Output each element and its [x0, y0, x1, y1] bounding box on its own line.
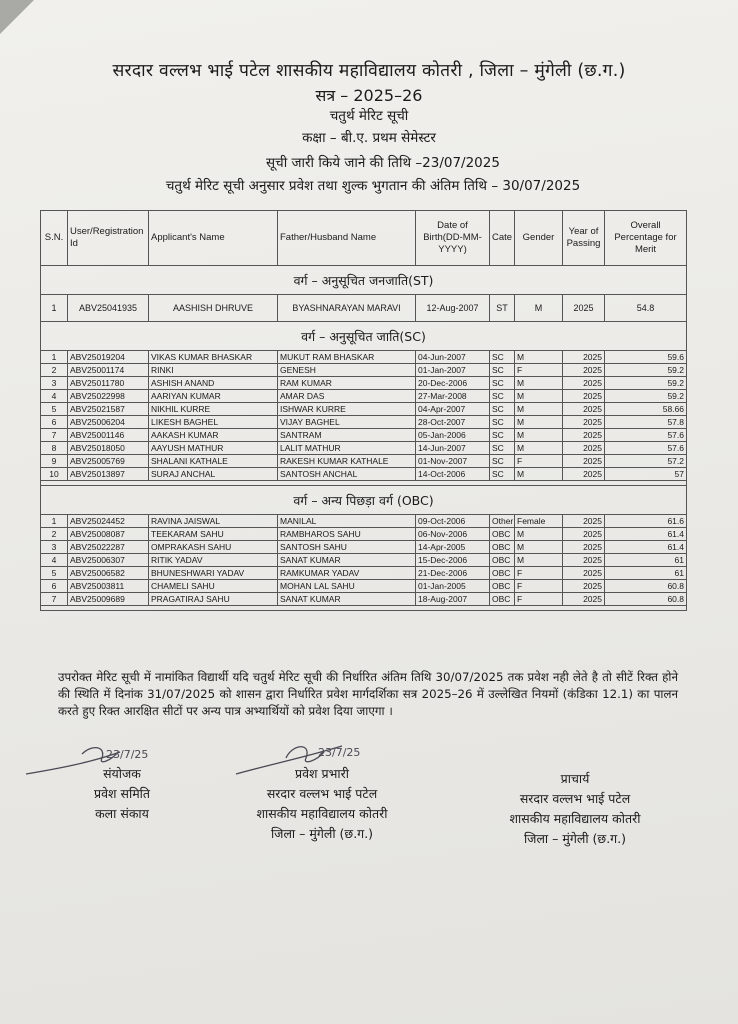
cell-applicant-name: AAYUSH MATHUR [149, 442, 278, 455]
principal-block [470, 769, 680, 849]
cell-category: OBC [490, 554, 515, 567]
cell-applicant-name: BHUNESHWARI YADAV [149, 567, 278, 580]
cell-dob: 06-Nov-2006 [416, 528, 490, 541]
cell-dob: 14-Apr-2005 [416, 541, 490, 554]
table-row [41, 351, 687, 364]
cell-gender: M [515, 429, 563, 442]
cell-percentage: 59.2 [605, 377, 687, 390]
cell-father-name: MANILAL [278, 515, 416, 528]
col-header-father-name: Father/Husband Name [278, 211, 416, 266]
cell-gender: M [515, 390, 563, 403]
cell-gender: Female [515, 515, 563, 528]
last-date: चतुर्थ मेरिट सूची अनुसार प्रवेश तथा शुल्क भुगतान की अंतिम तिथि – 30/07/2025 [165, 178, 581, 194]
table-row [41, 541, 687, 554]
cell-sn: 5 [41, 567, 68, 580]
cell-user-id: ABV25006204 [68, 416, 149, 429]
cell-sn: 8 [41, 442, 68, 455]
col-header-applicant-name: Applicant's Name [149, 211, 278, 266]
cell-gender: M [515, 377, 563, 390]
table-row [41, 390, 687, 403]
col-header-category: Cate [490, 211, 515, 266]
table-body [41, 266, 687, 611]
table-row [41, 416, 687, 429]
cell-user-id: ABV25005769 [68, 455, 149, 468]
cell-sn: 1 [41, 351, 68, 364]
incharge-line-4: जिला – मुंगेली (छ.ग.) [270, 826, 374, 841]
cell-gender: M [515, 295, 563, 322]
cell-percentage: 61.6 [605, 515, 687, 528]
cell-gender: M [515, 403, 563, 416]
list-title: चतुर्थ मेरिट सूची [329, 108, 409, 124]
cell-sn: 2 [41, 528, 68, 541]
category-group-row [41, 266, 687, 295]
cell-user-id: ABV25022287 [68, 541, 149, 554]
group-spacer-cell [41, 606, 687, 611]
convener-line-3: कला संकाय [95, 806, 149, 821]
cell-applicant-name: TEEKARAM SAHU [149, 528, 278, 541]
principal-line-3: शासकीय महाविद्यालय कोतरी [509, 811, 641, 826]
cell-user-id: ABV25003811 [68, 580, 149, 593]
cell-category: OBC [490, 528, 515, 541]
cell-sn: 4 [41, 390, 68, 403]
cell-category: SC [490, 390, 515, 403]
cell-father-name: RAM KUMAR [278, 377, 416, 390]
cell-father-name: SANAT KUMAR [278, 554, 416, 567]
cell-percentage: 54.8 [605, 295, 687, 322]
cell-sn: 6 [41, 580, 68, 593]
cell-percentage: 58.66 [605, 403, 687, 416]
table-row [41, 442, 687, 455]
cell-year-passing: 2025 [563, 541, 605, 554]
cell-year-passing: 2025 [563, 580, 605, 593]
cell-year-passing: 2025 [563, 567, 605, 580]
cell-dob: 28-Oct-2007 [416, 416, 490, 429]
cell-category: OBC [490, 580, 515, 593]
cell-percentage: 57.8 [605, 416, 687, 429]
cell-year-passing: 2025 [563, 442, 605, 455]
cell-user-id: ABV25019204 [68, 351, 149, 364]
notice-paragraph: उपरोक्त मेरिट सूची में नामांकित विद्यार्थी यदि चतुर्थ मेरिट सूची की निर्धारित अंतिम तिथि 30/07/2025 तक प्रवेश नही लेते है तो सीटें रिक्त होने की स्थिति में दिनांक 31/07/2025 को शासन द्वारा निर्धारित प्रवेश मार्गदर्शिका सत्र 2025–26 में उल्लेखित नियमों (कंडिका 12.1) का पालन करते हुए रिक्त आरक्षित सीटों पर अन्य पात्र अभ्यार्थियों को प्रवेश दिया जाएगा । [58, 670, 678, 718]
cell-user-id: ABV25018050 [68, 442, 149, 455]
cell-user-id: ABV25041935 [68, 295, 149, 322]
cell-applicant-name: RAVINA JAISWAL [149, 515, 278, 528]
cell-percentage: 57.2 [605, 455, 687, 468]
cell-percentage: 57 [605, 468, 687, 481]
category-group-row [41, 322, 687, 351]
cell-sn: 9 [41, 455, 68, 468]
convener-line-1: संयोजक [103, 766, 141, 781]
category-group-row [41, 486, 687, 515]
table-row [41, 455, 687, 468]
cell-year-passing: 2025 [563, 429, 605, 442]
cell-dob: 01-Nov-2007 [416, 455, 490, 468]
cell-dob: 27-Mar-2008 [416, 390, 490, 403]
category-group-title: वर्ग – अनुसूचित जनजाति(ST) [41, 266, 687, 295]
cell-applicant-name: AASHISH DHRUVE [149, 295, 278, 322]
col-header-percentage: Overall Percentage for Merit [605, 211, 687, 266]
cell-dob: 20-Dec-2006 [416, 377, 490, 390]
col-header-user-id: User/Registration Id [68, 211, 149, 266]
cell-user-id: ABV25009689 [68, 593, 149, 606]
cell-user-id: ABV25011780 [68, 377, 149, 390]
col-header-sn: S.N. [41, 211, 68, 266]
cell-year-passing: 2025 [563, 295, 605, 322]
cell-father-name: AMAR DAS [278, 390, 416, 403]
cell-applicant-name: SHALANI KATHALE [149, 455, 278, 468]
incharge-line-3: शासकीय महाविद्यालय कोतरी [256, 806, 388, 821]
cell-sn: 10 [41, 468, 68, 481]
cell-category: ST [490, 295, 515, 322]
cell-user-id: ABV25001146 [68, 429, 149, 442]
cell-dob: 01-Jan-2007 [416, 364, 490, 377]
table-row [41, 528, 687, 541]
cell-applicant-name: LIKESH BAGHEL [149, 416, 278, 429]
cell-applicant-name: ASHISH ANAND [149, 377, 278, 390]
cell-gender: F [515, 580, 563, 593]
table-row [41, 554, 687, 567]
cell-dob: 18-Aug-2007 [416, 593, 490, 606]
cell-dob: 04-Apr-2007 [416, 403, 490, 416]
issue-date: सूची जारी किये जाने की तिथि –23/07/2025 [266, 155, 500, 171]
cell-dob: 09-Oct-2006 [416, 515, 490, 528]
cell-gender: M [515, 541, 563, 554]
cell-applicant-name: VIKAS KUMAR BHASKAR [149, 351, 278, 364]
table-row [41, 403, 687, 416]
cell-percentage: 60.8 [605, 580, 687, 593]
incharge-signature-date: 23/7/25 [318, 746, 361, 759]
cell-gender: M [515, 442, 563, 455]
incharge-line-1: प्रवेश प्रभारी [294, 766, 350, 781]
cell-father-name: MOHAN LAL SAHU [278, 580, 416, 593]
cell-year-passing: 2025 [563, 455, 605, 468]
cell-percentage: 61 [605, 567, 687, 580]
cell-father-name: MUKUT RAM BHASKAR [278, 351, 416, 364]
cell-percentage: 59.2 [605, 364, 687, 377]
cell-user-id: ABV25021587 [68, 403, 149, 416]
cell-father-name: SANAT KUMAR [278, 593, 416, 606]
cell-category: Other [490, 515, 515, 528]
table-row [41, 468, 687, 481]
cell-applicant-name: AAKASH KUMAR [149, 429, 278, 442]
cell-father-name: RAMKUMAR YADAV [278, 567, 416, 580]
cell-dob: 05-Jan-2006 [416, 429, 490, 442]
cell-sn: 4 [41, 554, 68, 567]
table-row [41, 515, 687, 528]
merit-table [40, 210, 687, 611]
cell-sn: 3 [41, 377, 68, 390]
cell-father-name: SANTOSH ANCHAL [278, 468, 416, 481]
cell-gender: F [515, 567, 563, 580]
cell-year-passing: 2025 [563, 351, 605, 364]
cell-father-name: GENESH [278, 364, 416, 377]
cell-sn: 1 [41, 295, 68, 322]
cell-father-name: RAKESH KUMAR KATHALE [278, 455, 416, 468]
convener-line-2: प्रवेश समिति [93, 786, 151, 801]
cell-year-passing: 2025 [563, 364, 605, 377]
incharge-block [222, 764, 422, 844]
cell-category: SC [490, 416, 515, 429]
cell-year-passing: 2025 [563, 468, 605, 481]
cell-applicant-name: AARIYAN KUMAR [149, 390, 278, 403]
cell-applicant-name: NIKHIL KURRE [149, 403, 278, 416]
cell-dob: 12-Aug-2007 [416, 295, 490, 322]
cell-gender: M [515, 351, 563, 364]
cell-dob: 14-Jun-2007 [416, 442, 490, 455]
cell-dob: 04-Jun-2007 [416, 351, 490, 364]
cell-gender: F [515, 364, 563, 377]
cell-applicant-name: CHAMELI SAHU [149, 580, 278, 593]
cell-father-name: LALIT MATHUR [278, 442, 416, 455]
cell-gender: M [515, 554, 563, 567]
cell-percentage: 61.4 [605, 528, 687, 541]
principal-line-2: सरदार वल्लभ भाई पटेल [519, 791, 631, 806]
cell-sn: 5 [41, 403, 68, 416]
cell-year-passing: 2025 [563, 528, 605, 541]
cell-user-id: ABV25006307 [68, 554, 149, 567]
cell-dob: 14-Oct-2006 [416, 468, 490, 481]
cell-percentage: 61.4 [605, 541, 687, 554]
cell-category: OBC [490, 541, 515, 554]
cell-sn: 7 [41, 593, 68, 606]
table-header-row [41, 211, 687, 266]
cell-father-name: VIJAY BAGHEL [278, 416, 416, 429]
cell-sn: 3 [41, 541, 68, 554]
cell-year-passing: 2025 [563, 416, 605, 429]
convener-block [52, 764, 192, 824]
cell-father-name: ISHWAR KURRE [278, 403, 416, 416]
cell-category: SC [490, 429, 515, 442]
cell-year-passing: 2025 [563, 377, 605, 390]
table-row [41, 593, 687, 606]
cell-year-passing: 2025 [563, 554, 605, 567]
group-spacer-row [41, 606, 687, 611]
cell-category: SC [490, 377, 515, 390]
cell-year-passing: 2025 [563, 593, 605, 606]
cell-category: OBC [490, 567, 515, 580]
cell-percentage: 61 [605, 554, 687, 567]
cell-category: SC [490, 468, 515, 481]
cell-user-id: ABV25008087 [68, 528, 149, 541]
table-row [41, 580, 687, 593]
table-row [41, 377, 687, 390]
cell-sn: 7 [41, 429, 68, 442]
page-fold-corner [0, 0, 34, 34]
cell-percentage: 59.6 [605, 351, 687, 364]
cell-category: SC [490, 442, 515, 455]
cell-dob: 21-Dec-2006 [416, 567, 490, 580]
cell-category: OBC [490, 593, 515, 606]
cell-percentage: 57.6 [605, 442, 687, 455]
cell-category: SC [490, 351, 515, 364]
cell-category: SC [490, 364, 515, 377]
cell-father-name: SANTOSH SAHU [278, 541, 416, 554]
cell-gender: F [515, 593, 563, 606]
cell-gender: M [515, 416, 563, 429]
category-group-title: वर्ग – अन्य पिछड़ा वर्ग (OBC) [41, 486, 687, 515]
principal-line-1: प्राचार्य [560, 771, 590, 786]
cell-user-id: ABV25013897 [68, 468, 149, 481]
cell-dob: 01-Jan-2005 [416, 580, 490, 593]
cell-sn: 1 [41, 515, 68, 528]
table-row [41, 295, 687, 322]
col-header-gender: Gender [515, 211, 563, 266]
table-row [41, 429, 687, 442]
cell-user-id: ABV25022998 [68, 390, 149, 403]
principal-line-4: जिला – मुंगेली (छ.ग.) [523, 831, 627, 846]
col-header-year-passing: Year of Passing [563, 211, 605, 266]
cell-applicant-name: OMPRAKASH SAHU [149, 541, 278, 554]
cell-percentage: 60.8 [605, 593, 687, 606]
college-title: सरदार वल्लभ भाई पटेल शासकीय महाविद्यालय कोतरी , जिला – मुंगेली (छ.ग.) [112, 61, 626, 81]
cell-applicant-name: RINKI [149, 364, 278, 377]
convener-signature-date: 23/7/25 [106, 748, 149, 761]
cell-percentage: 59.2 [605, 390, 687, 403]
cell-dob: 15-Dec-2006 [416, 554, 490, 567]
cell-gender: F [515, 455, 563, 468]
cell-father-name: SANTRAM [278, 429, 416, 442]
cell-father-name: BYASHNARAYAN MARAVI [278, 295, 416, 322]
cell-gender: M [515, 468, 563, 481]
cell-father-name: RAMBHAROS SAHU [278, 528, 416, 541]
cell-applicant-name: SURAJ ANCHAL [149, 468, 278, 481]
cell-year-passing: 2025 [563, 515, 605, 528]
category-group-title: वर्ग – अनुसूचित जाति(SC) [41, 322, 687, 351]
session-label: सत्र – 2025–26 [315, 86, 423, 105]
col-header-dob: Date of Birth(DD-MM-YYYY) [416, 211, 490, 266]
cell-gender: M [515, 528, 563, 541]
cell-percentage: 57.6 [605, 429, 687, 442]
class-label: कक्षा – बी.ए. प्रथम सेमेस्टर [302, 130, 436, 146]
cell-applicant-name: PRAGATIRAJ SAHU [149, 593, 278, 606]
cell-year-passing: 2025 [563, 403, 605, 416]
cell-user-id: ABV25006582 [68, 567, 149, 580]
cell-user-id: ABV25001174 [68, 364, 149, 377]
cell-sn: 6 [41, 416, 68, 429]
cell-user-id: ABV25024452 [68, 515, 149, 528]
cell-sn: 2 [41, 364, 68, 377]
incharge-line-2: सरदार वल्लभ भाई पटेल [266, 786, 378, 801]
cell-applicant-name: RITIK YADAV [149, 554, 278, 567]
cell-year-passing: 2025 [563, 390, 605, 403]
cell-category: SC [490, 403, 515, 416]
table-row [41, 364, 687, 377]
table-row [41, 567, 687, 580]
cell-category: SC [490, 455, 515, 468]
